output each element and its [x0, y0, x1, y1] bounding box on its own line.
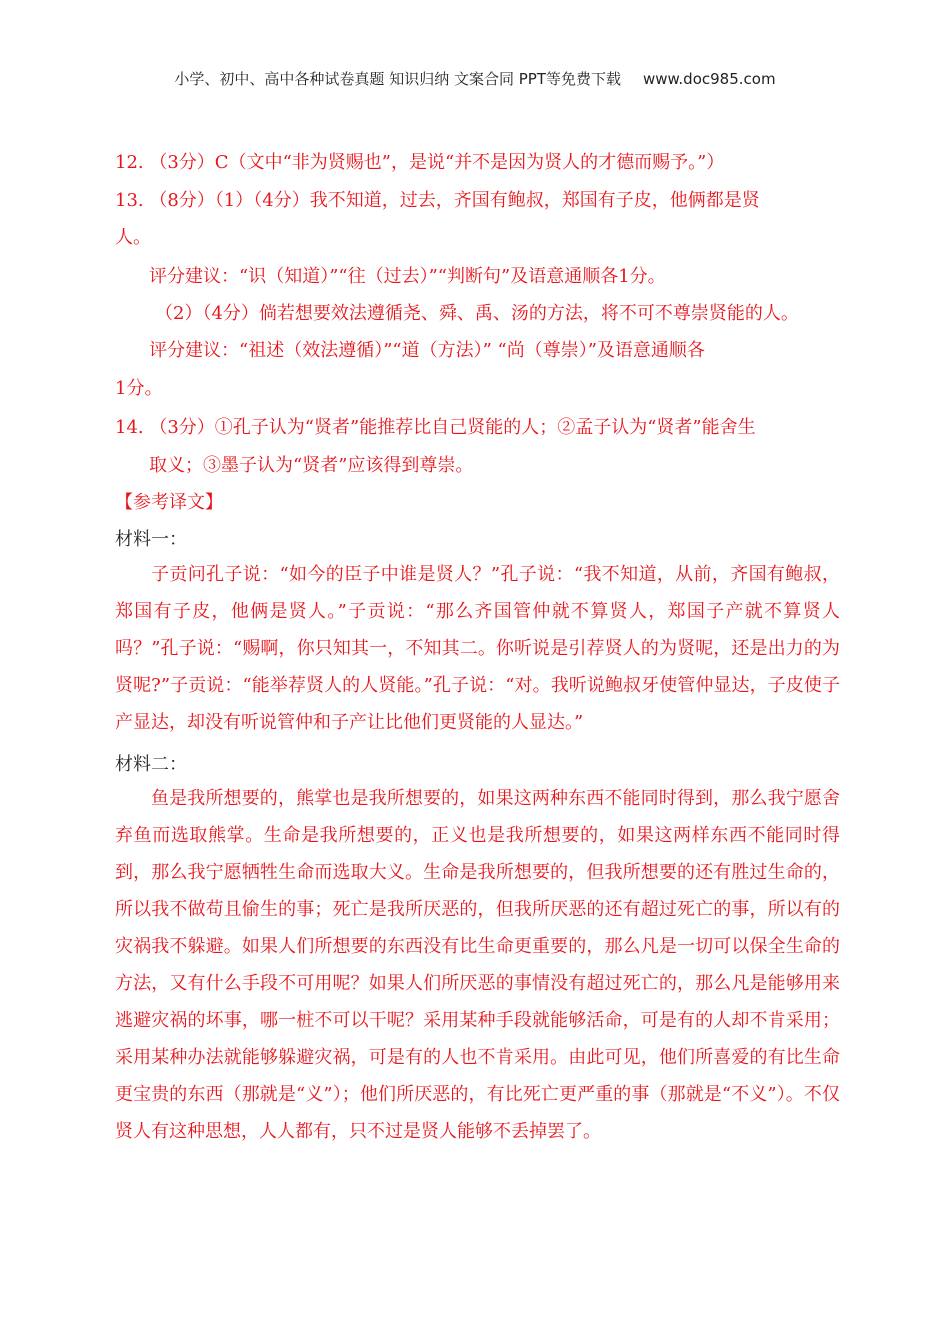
translation-heading: 【参考译文】	[115, 492, 223, 513]
answer-q12: 12. （3分）C（文中“非为贤赐也”，是说“并不是因为贤人的才德而赐予。”）	[115, 152, 725, 173]
material2-label: 材料二：	[115, 754, 187, 775]
answer-q13-part2: （2）（4分）倘若想要效法遵循尧、舜、禹、汤的方法，将不可不尊崇贤能的人。	[155, 303, 799, 324]
header-url: www.doc985.com	[642, 70, 776, 88]
answer-q13-score2-line2: 1分。	[115, 378, 163, 399]
material2-text: 鱼是我所想要的，熊掌也是我所想要的，如果这两种东西不能同时得到，那么我宁愿舍弃鱼而选取熊掌。生命是我所想要的，正义也是我所想要的，如果这两样东西不能同时得到，那么我宁愿牺牲生命而选取大义。生命是我所想要的，但我所想要的还有胜过生命的，所以我不做苟且偷生的事；死亡是我所厌恶的，但我所厌恶的还有超过死亡的事，所以有的灾祸我不躲避。如果人们所想要的东西没有比生命更重要的，那么凡是一切可以保全生命的方法，又有什么手段不可用呢？如果人们所厌恶的事情没有超过死亡的，那么凡是能够用来逃避灾祸的坏事，哪一桩不可以干呢？采用某种手段就能够活命，可是有的人却不肯采用；采用某种办法就能够躲避灾祸，可是有的人也不肯采用。由此可见，他们所喜爱的有比生命更宝贵的东西（那就是“义”）；他们所厌恶的，有比死亡更严重的事（那就是“不义”）。不仅贤人有这种思想，人人都有，只不过是贤人能够不丢掉罢了。	[115, 788, 840, 1142]
material1-text: 子贡问孔子说：“如今的臣子中谁是贤人？”孔子说：“我不知道，从前，齐国有鲍叔，郑国有子皮，他俩是贤人。”子贡说：“那么齐国管仲就不算贤人，郑国子产就不算贤人吗？”孔子说：“赐啊，你只知其一，不知其二。你听说是引荐贤人的为贤呢，还是出力的为贤呢?”子贡说：“能举荐贤人的人贤能。”孔子说：“对。我听说鲍叔牙使管仲显达，子皮使子产显达，却没有听说管仲和子产让比他们更贤能的人显达。”	[115, 564, 840, 733]
answer-q14-line1: 14. （3分）①孔子认为“贤者”能推荐比自己贤能的人；②孟子认为“贤者”能舍生	[115, 417, 756, 438]
answer-q13-line2: 人。	[115, 227, 151, 248]
answer-q13-score1: 评分建议：“识（知道）”“往（过去）”“判断句”及语意通顺各1分。	[149, 266, 666, 287]
material1-label: 材料一：	[115, 529, 187, 550]
page-header	[0, 68, 950, 89]
answer-q14-line2: 取义；③墨子认为“贤者”应该得到尊崇。	[149, 455, 474, 476]
header-text: 小学、初中、高中各种试卷真题 知识归纳 文案合同 PPT等免费下载	[174, 70, 621, 88]
answer-q13-line1: 13. （8分）（1）（4分）我不知道，过去，齐国有鲍叔，郑国有子皮，他俩都是贤	[115, 190, 760, 211]
answer-q13-score2-line1: 评分建议：“祖述（效法遵循）”“道（方法）” “尚（尊崇）”及语意通顺各	[149, 340, 705, 361]
